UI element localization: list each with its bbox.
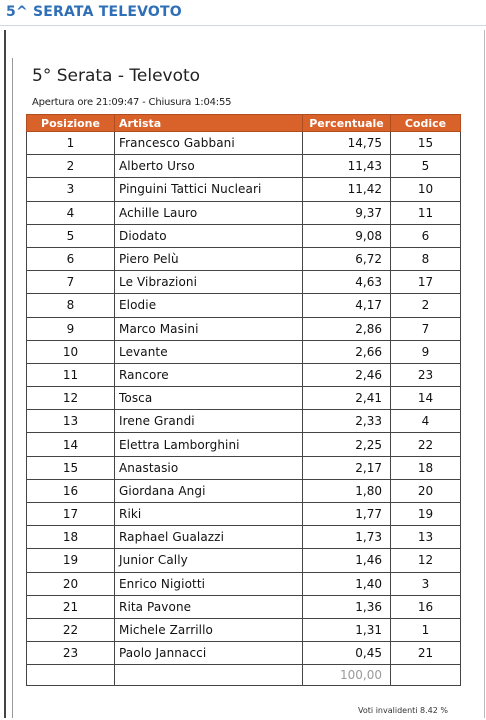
total-row-empty-cell [115, 665, 303, 686]
page-title: 5^ SERATA TELEVOTO [6, 4, 182, 20]
invalid-votes-note: Voti invalidenti 8.42 % [358, 706, 448, 715]
table-row [27, 456, 461, 479]
cell-position: 9 [27, 317, 115, 340]
cell-artist: Marco Masini [115, 317, 303, 340]
cell-position: 3 [27, 178, 115, 201]
cell-position: 18 [27, 526, 115, 549]
cell-artist: Enrico Nigiotti [115, 572, 303, 595]
cell-code: 13 [391, 526, 461, 549]
table-row [27, 433, 461, 456]
table-row [27, 387, 461, 410]
cell-position: 17 [27, 503, 115, 526]
cell-code: 15 [391, 132, 461, 155]
table-row [27, 642, 461, 665]
cell-code: 4 [391, 410, 461, 433]
cell-code: 14 [391, 387, 461, 410]
column-header-artista: Artista [115, 115, 303, 132]
document-subtitle: Apertura ore 21:09:47 - Chiusura 1:04:55 [32, 97, 232, 108]
document-margin-line [12, 58, 13, 718]
cell-percentage: 1,40 [303, 572, 391, 595]
cell-percentage: 2,46 [303, 363, 391, 386]
table-row [27, 363, 461, 386]
table-row [27, 595, 461, 618]
cell-percentage: 1,36 [303, 595, 391, 618]
table-row [27, 526, 461, 549]
cell-code: 8 [391, 247, 461, 270]
cell-code: 19 [391, 503, 461, 526]
table-row [27, 549, 461, 572]
cell-artist: Paolo Jannacci [115, 642, 303, 665]
cell-position: 5 [27, 224, 115, 247]
cell-code: 11 [391, 201, 461, 224]
cell-code: 23 [391, 363, 461, 386]
cell-position: 10 [27, 340, 115, 363]
cell-position: 20 [27, 572, 115, 595]
table-row [27, 132, 461, 155]
cell-code: 2 [391, 294, 461, 317]
table-total-row [27, 665, 461, 686]
table-body [27, 132, 461, 686]
table-row [27, 317, 461, 340]
column-header-percentuale: Percentuale [303, 115, 391, 132]
cell-position: 2 [27, 155, 115, 178]
cell-artist: Achille Lauro [115, 201, 303, 224]
cell-code: 17 [391, 271, 461, 294]
cell-position: 19 [27, 549, 115, 572]
total-percentage: 100,00 [303, 665, 391, 686]
table-row [27, 247, 461, 270]
cell-artist: Elodie [115, 294, 303, 317]
cell-artist: Le Vibrazioni [115, 271, 303, 294]
cell-percentage: 9,37 [303, 201, 391, 224]
cell-artist: Diodato [115, 224, 303, 247]
table-header-row [27, 115, 461, 132]
cell-artist: Raphael Gualazzi [115, 526, 303, 549]
table-row [27, 201, 461, 224]
table-row [27, 503, 461, 526]
cell-code: 9 [391, 340, 461, 363]
cell-artist: Elettra Lamborghini [115, 433, 303, 456]
cell-code: 21 [391, 642, 461, 665]
cell-code: 6 [391, 224, 461, 247]
cell-artist: Giordana Angi [115, 479, 303, 502]
cell-code: 10 [391, 178, 461, 201]
cell-percentage: 4,17 [303, 294, 391, 317]
cell-position: 16 [27, 479, 115, 502]
total-row-empty-cell [27, 665, 115, 686]
cell-percentage: 9,08 [303, 224, 391, 247]
cell-code: 5 [391, 155, 461, 178]
cell-artist: Rita Pavone [115, 595, 303, 618]
cell-artist: Rancore [115, 363, 303, 386]
cell-code: 18 [391, 456, 461, 479]
cell-percentage: 14,75 [303, 132, 391, 155]
cell-position: 7 [27, 271, 115, 294]
table-row [27, 155, 461, 178]
table-row [27, 618, 461, 641]
cell-artist: Irene Grandi [115, 410, 303, 433]
cell-artist: Alberto Urso [115, 155, 303, 178]
page-header [0, 0, 486, 26]
cell-code: 1 [391, 618, 461, 641]
cell-position: 22 [27, 618, 115, 641]
total-row-empty-cell [391, 665, 461, 686]
cell-percentage: 2,33 [303, 410, 391, 433]
column-header-posizione: Posizione [27, 115, 115, 132]
cell-code: 16 [391, 595, 461, 618]
cell-artist: Francesco Gabbani [115, 132, 303, 155]
cell-percentage: 1,31 [303, 618, 391, 641]
cell-percentage: 1,77 [303, 503, 391, 526]
cell-percentage: 6,72 [303, 247, 391, 270]
cell-code: 22 [391, 433, 461, 456]
cell-percentage: 4,63 [303, 271, 391, 294]
cell-artist: Michele Zarrillo [115, 618, 303, 641]
cell-artist: Anastasio [115, 456, 303, 479]
cell-position: 11 [27, 363, 115, 386]
cell-percentage: 2,17 [303, 456, 391, 479]
cell-percentage: 0,45 [303, 642, 391, 665]
table-row [27, 479, 461, 502]
cell-artist: Piero Pelù [115, 247, 303, 270]
cell-percentage: 1,73 [303, 526, 391, 549]
cell-artist: Levante [115, 340, 303, 363]
table-row [27, 410, 461, 433]
cell-code: 7 [391, 317, 461, 340]
cell-position: 21 [27, 595, 115, 618]
cell-percentage: 11,42 [303, 178, 391, 201]
cell-position: 14 [27, 433, 115, 456]
cell-code: 20 [391, 479, 461, 502]
cell-percentage: 1,46 [303, 549, 391, 572]
table-row [27, 271, 461, 294]
cell-artist: Pinguini Tattici Nucleari [115, 178, 303, 201]
cell-code: 12 [391, 549, 461, 572]
cell-percentage: 1,80 [303, 479, 391, 502]
cell-code: 3 [391, 572, 461, 595]
cell-position: 15 [27, 456, 115, 479]
column-header-codice: Codice [391, 115, 461, 132]
cell-artist: Tosca [115, 387, 303, 410]
cell-position: 12 [27, 387, 115, 410]
table-row [27, 294, 461, 317]
cell-position: 1 [27, 132, 115, 155]
cell-artist: Riki [115, 503, 303, 526]
cell-percentage: 2,86 [303, 317, 391, 340]
table-row [27, 340, 461, 363]
header-divider [0, 25, 486, 26]
cell-position: 6 [27, 247, 115, 270]
cell-artist: Junior Cally [115, 549, 303, 572]
cell-position: 13 [27, 410, 115, 433]
cell-percentage: 2,41 [303, 387, 391, 410]
document-image [4, 30, 485, 718]
cell-percentage: 2,66 [303, 340, 391, 363]
document-title: 5° Serata - Televoto [32, 66, 201, 86]
cell-percentage: 2,25 [303, 433, 391, 456]
table-row [27, 572, 461, 595]
results-table [26, 114, 461, 686]
table-row [27, 224, 461, 247]
table-row [27, 178, 461, 201]
cell-position: 8 [27, 294, 115, 317]
cell-position: 23 [27, 642, 115, 665]
cell-position: 4 [27, 201, 115, 224]
cell-percentage: 11,43 [303, 155, 391, 178]
